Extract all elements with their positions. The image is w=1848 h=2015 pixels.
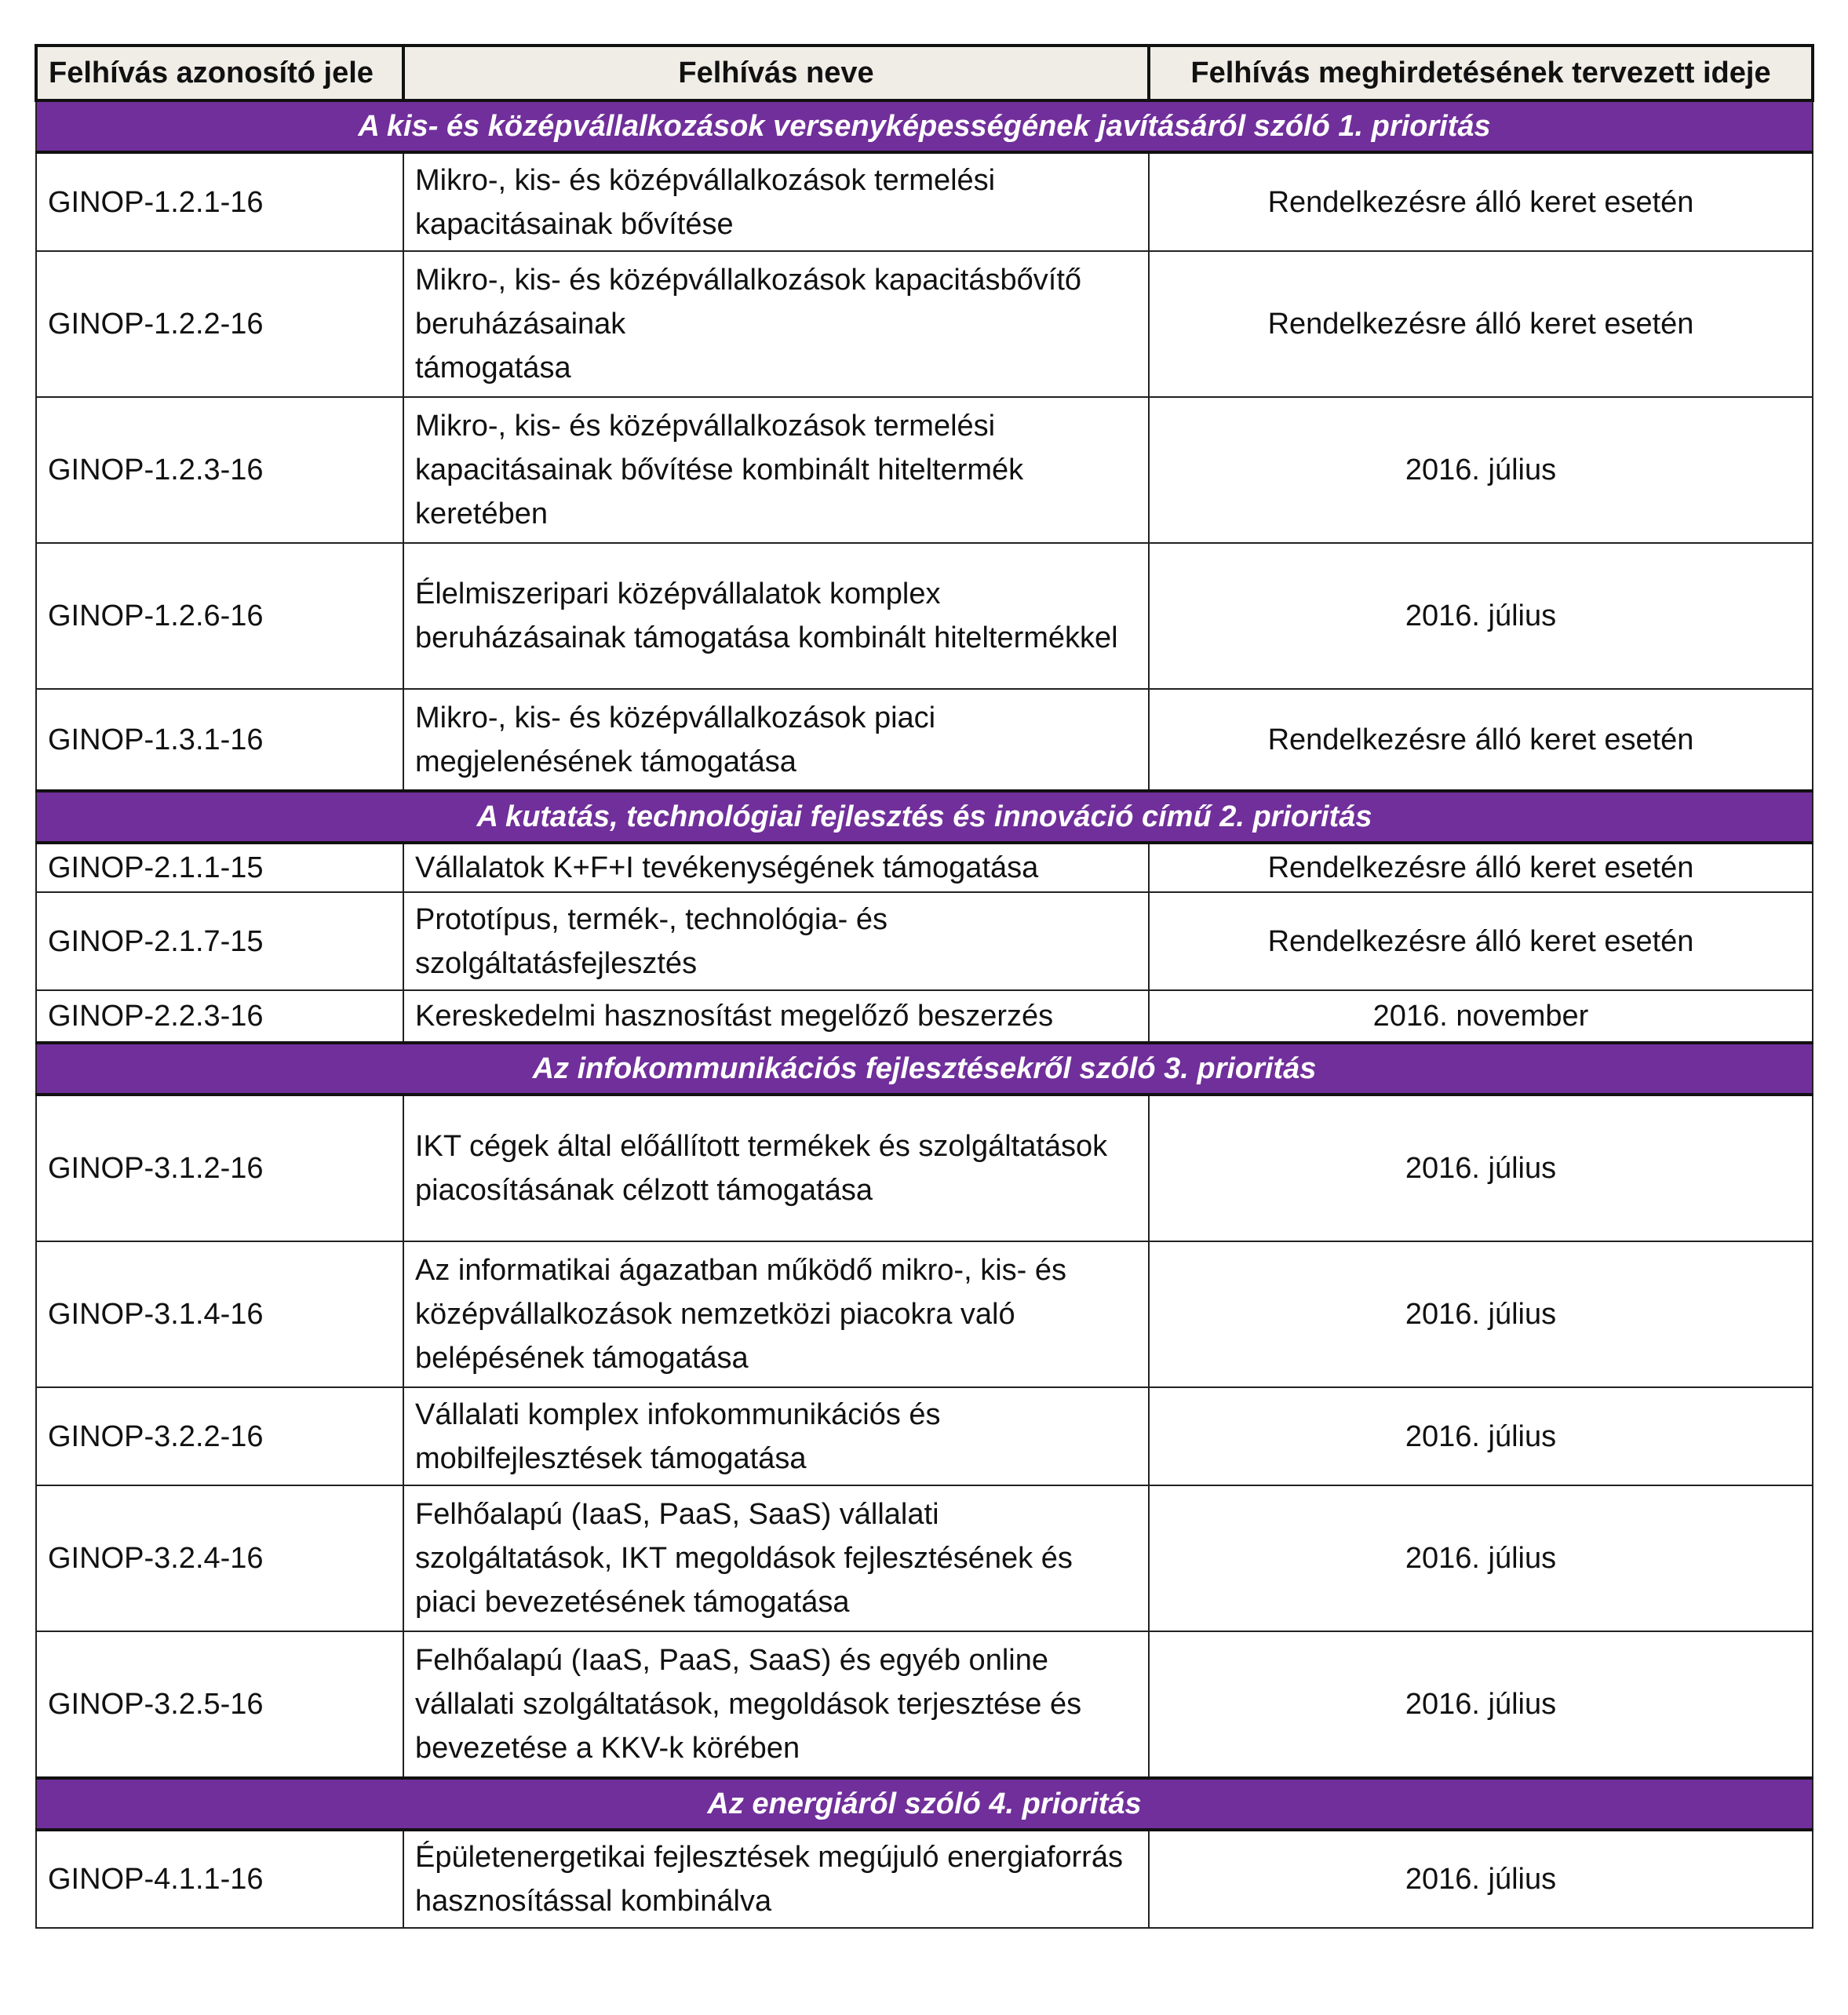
- priority-title: A kis- és középvállalkozások versenyképességének javításáról szóló 1. prioritás: [36, 100, 1813, 152]
- call-name: Vállalatok K+F+I tevékenységének támogatása: [403, 843, 1149, 892]
- calls-document: [35, 44, 1811, 1929]
- call-date: 2016. július: [1149, 1485, 1813, 1631]
- table-row: [36, 1631, 1813, 1778]
- call-id: GINOP-1.2.2-16: [36, 251, 403, 397]
- table-row: [36, 1830, 1813, 1928]
- call-name: Felhőalapú (IaaS, PaaS, SaaS) vállalati szolgáltatások, IKT megoldások fejlesztésének és piaci bevezetésének támogatása: [403, 1485, 1149, 1631]
- table-row: [36, 1387, 1813, 1485]
- call-date: 2016. július: [1149, 1830, 1813, 1928]
- call-id: GINOP-4.1.1-16: [36, 1830, 403, 1928]
- table-row: [36, 1485, 1813, 1631]
- priority-row: [36, 1778, 1813, 1830]
- call-id: GINOP-1.2.3-16: [36, 397, 403, 543]
- call-name: Az informatikai ágazatban működő mikro-, kis- és középvállalkozások nemzetközi piacokra való belépésének támogatása: [403, 1241, 1149, 1387]
- calls-table: [35, 44, 1814, 1929]
- call-date: Rendelkezésre álló keret esetén: [1149, 689, 1813, 791]
- call-date: 2016. július: [1149, 1095, 1813, 1241]
- call-date: 2016. július: [1149, 1241, 1813, 1387]
- call-date: Rendelkezésre álló keret esetén: [1149, 152, 1813, 251]
- header-date: Felhívás meghirdetésének tervezett ideje: [1149, 46, 1813, 100]
- call-date: 2016. július: [1149, 1387, 1813, 1485]
- priority-title: Az energiáról szóló 4. prioritás: [36, 1778, 1813, 1830]
- priority-row: [36, 1043, 1813, 1095]
- header-row: [36, 46, 1813, 100]
- call-id: GINOP-3.1.4-16: [36, 1241, 403, 1387]
- header-id: Felhívás azonosító jele: [36, 46, 403, 100]
- priority-row: [36, 100, 1813, 152]
- call-id: GINOP-1.3.1-16: [36, 689, 403, 791]
- table-row: [36, 397, 1813, 543]
- call-name: Felhőalapú (IaaS, PaaS, SaaS) és egyéb online vállalati szolgáltatások, megoldások terjesztése és bevezetése a KKV-k körében: [403, 1631, 1149, 1778]
- table-row: [36, 892, 1813, 990]
- table-body: [36, 100, 1813, 1928]
- call-id: GINOP-3.2.2-16: [36, 1387, 403, 1485]
- call-id: GINOP-2.1.1-15: [36, 843, 403, 892]
- call-name: Mikro-, kis- és középvállalkozások termelési kapacitásainak bővítése kombinált hiteltermék keretében: [403, 397, 1149, 543]
- call-name: IKT cégek által előállított termékek és szolgáltatások piacosításának célzott támogatása: [403, 1095, 1149, 1241]
- call-id: GINOP-2.2.3-16: [36, 990, 403, 1043]
- call-id: GINOP-2.1.7-15: [36, 892, 403, 990]
- call-name: Élelmiszeripari középvállalatok komplex beruházásainak támogatása kombinált hiteltermékkel: [403, 543, 1149, 689]
- call-date: 2016. július: [1149, 397, 1813, 543]
- call-id: GINOP-1.2.6-16: [36, 543, 403, 689]
- call-date: 2016. november: [1149, 990, 1813, 1043]
- call-date: Rendelkezésre álló keret esetén: [1149, 251, 1813, 397]
- call-name: Mikro-, kis- és középvállalkozások termelési kapacitásainak bővítése: [403, 152, 1149, 251]
- table-row: [36, 843, 1813, 892]
- priority-row: [36, 791, 1813, 843]
- table-row: [36, 689, 1813, 791]
- priority-title: Az infokommunikációs fejlesztésekről szóló 3. prioritás: [36, 1043, 1813, 1095]
- call-date: 2016. július: [1149, 1631, 1813, 1778]
- call-date: Rendelkezésre álló keret esetén: [1149, 843, 1813, 892]
- call-name: Kereskedelmi hasznosítást megelőző beszerzés: [403, 990, 1149, 1043]
- table-row: [36, 251, 1813, 397]
- table-row: [36, 152, 1813, 251]
- call-id: GINOP-1.2.1-16: [36, 152, 403, 251]
- table-row: [36, 990, 1813, 1043]
- table-row: [36, 1095, 1813, 1241]
- call-id: GINOP-3.2.4-16: [36, 1485, 403, 1631]
- call-name: Mikro-, kis- és középvállalkozások kapacitásbővítő beruházásainak támogatása: [403, 251, 1149, 397]
- call-name: Épületenergetikai fejlesztések megújuló energiaforrás hasznosítással kombinálva: [403, 1830, 1149, 1928]
- table-row: [36, 1241, 1813, 1387]
- table-row: [36, 543, 1813, 689]
- call-name: Vállalati komplex infokommunikációs és mobilfejlesztések támogatása: [403, 1387, 1149, 1485]
- call-id: GINOP-3.1.2-16: [36, 1095, 403, 1241]
- call-date: Rendelkezésre álló keret esetén: [1149, 892, 1813, 990]
- call-date: 2016. július: [1149, 543, 1813, 689]
- priority-title: A kutatás, technológiai fejlesztés és innováció című 2. prioritás: [36, 791, 1813, 843]
- call-name: Mikro-, kis- és középvállalkozások piaci megjelenésének támogatása: [403, 689, 1149, 791]
- call-id: GINOP-3.2.5-16: [36, 1631, 403, 1778]
- header-name: Felhívás neve: [403, 46, 1149, 100]
- call-name: Prototípus, termék-, technológia- és szolgáltatásfejlesztés: [403, 892, 1149, 990]
